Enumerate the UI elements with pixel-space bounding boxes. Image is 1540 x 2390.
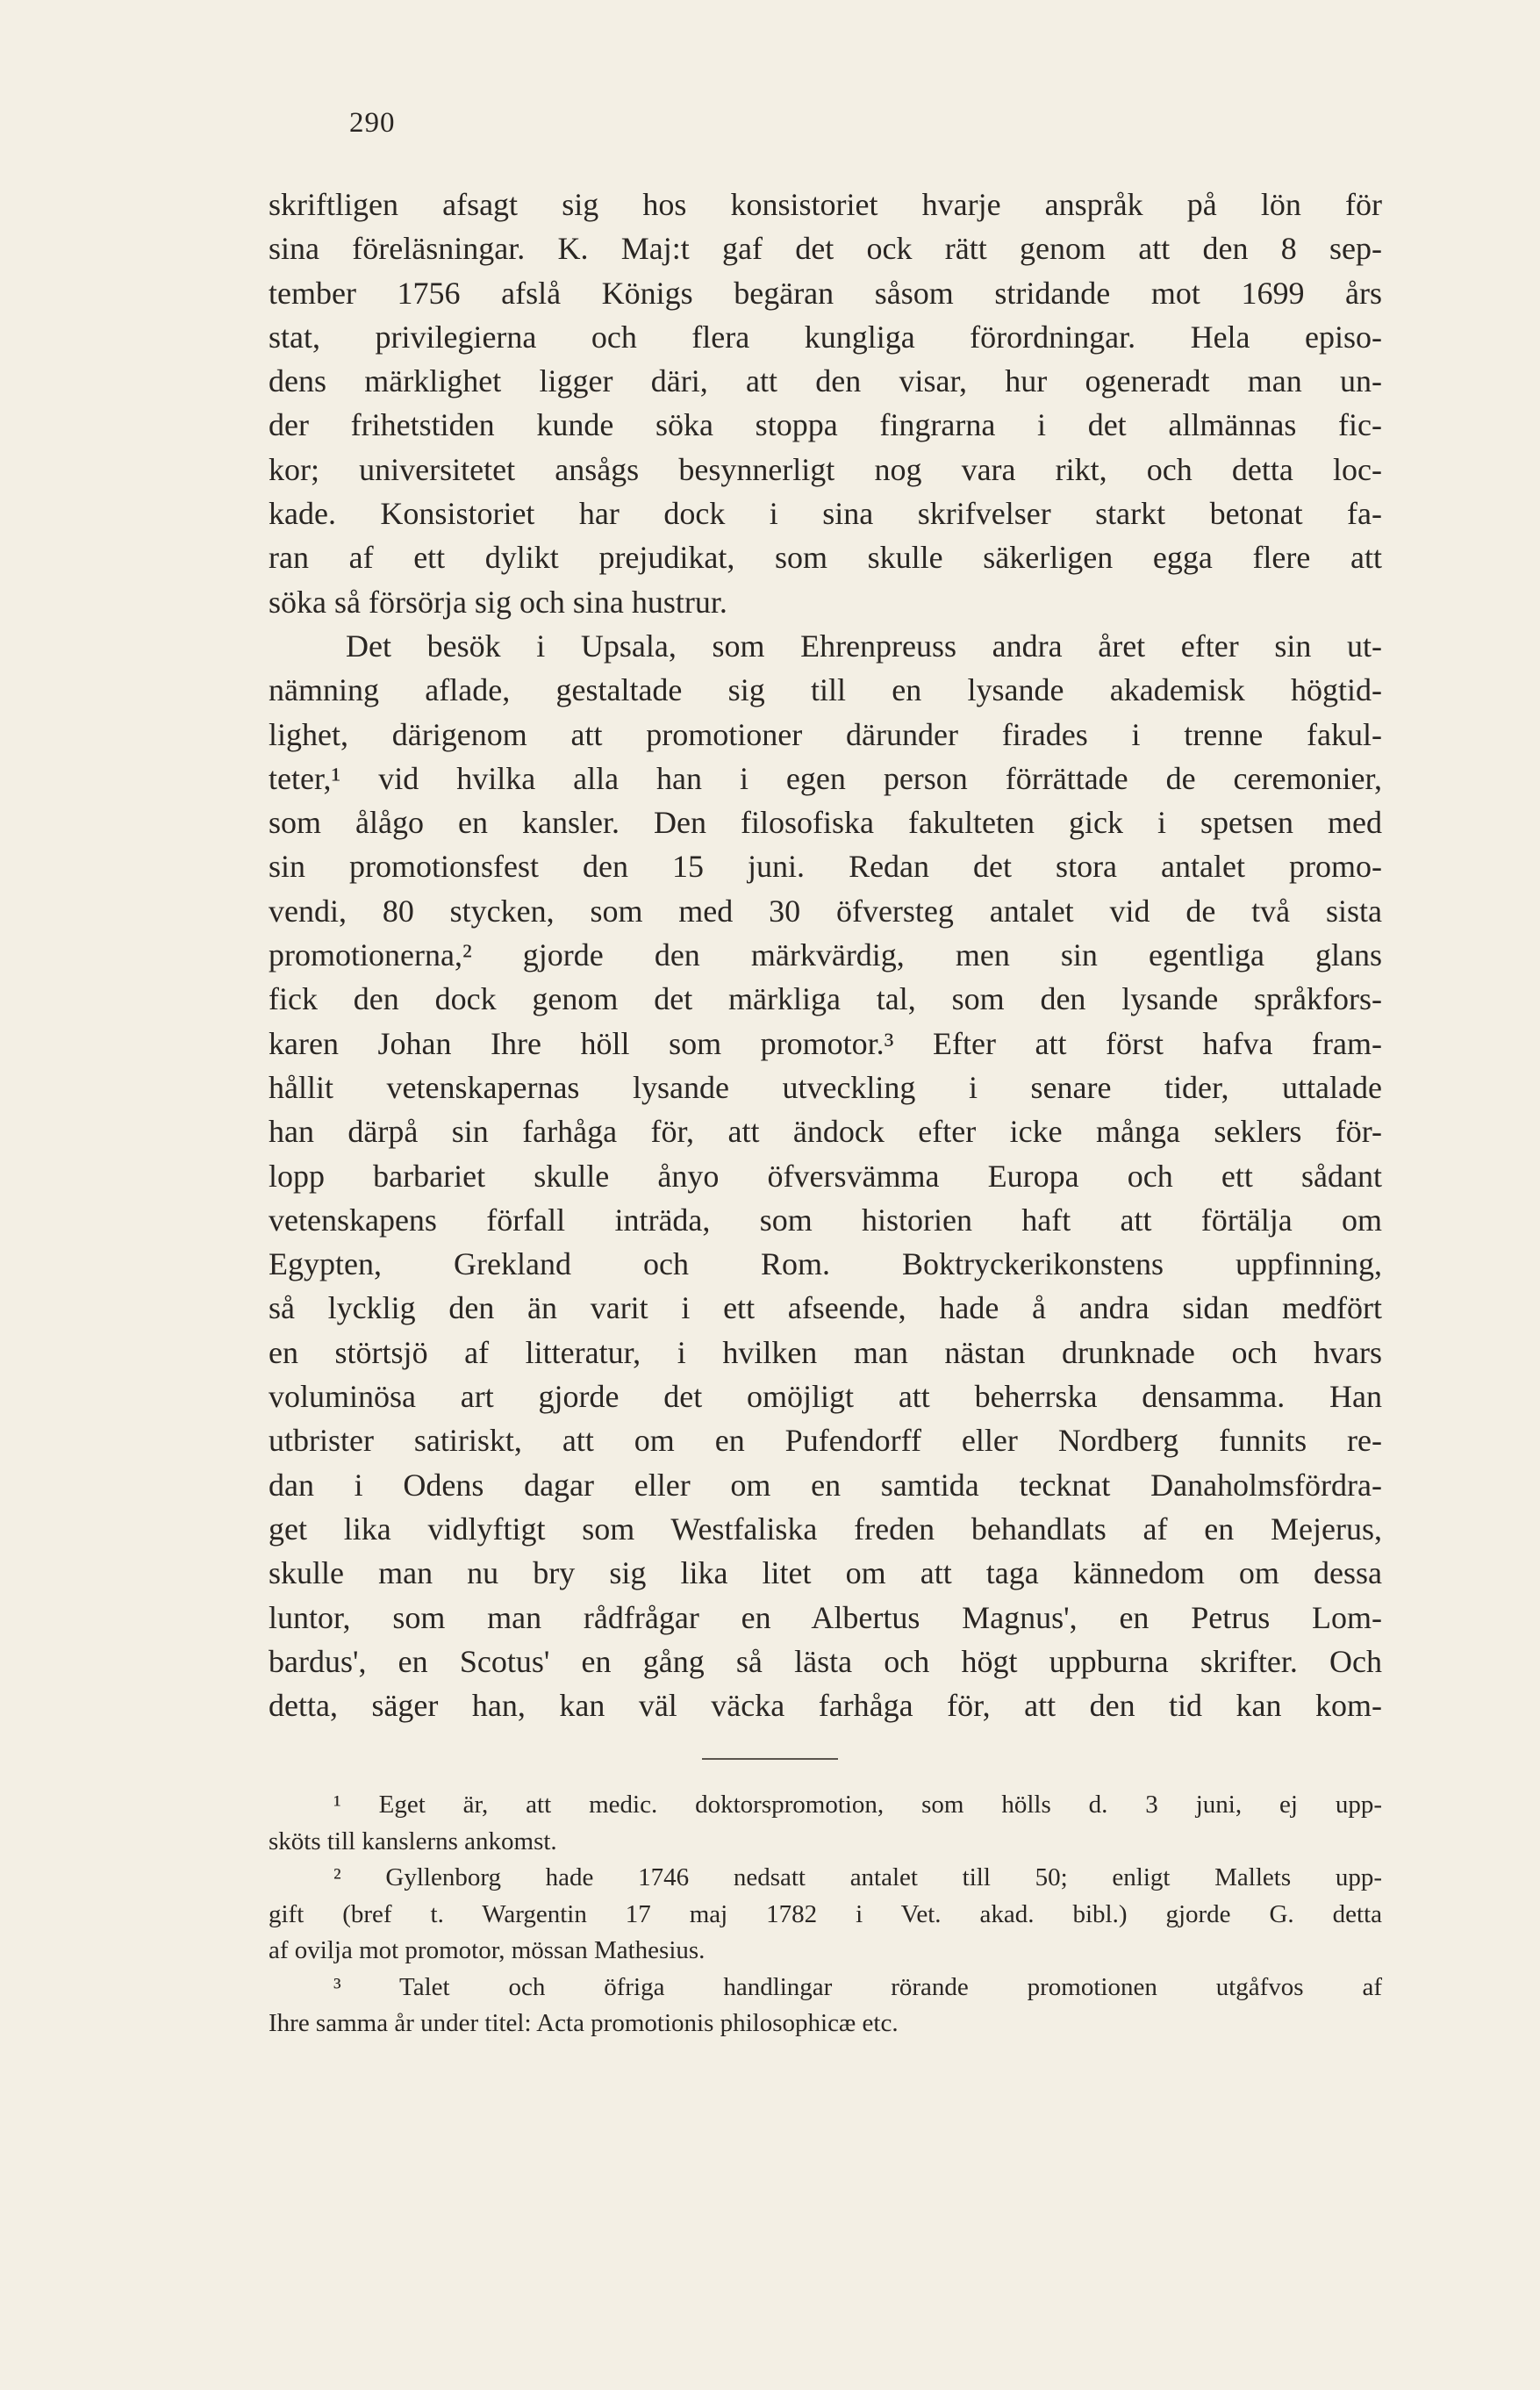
text-line: Det besök i Upsala, som Ehrenpreuss andra året efter sin ut- (346, 628, 1382, 664)
page-number: 290 (349, 107, 396, 139)
text-line: luntor, som man rådfrågar en Albertus Magnus', en Petrus Lom- (269, 1599, 1382, 1635)
text-line: promotionerna,² gjorde den märkvärdig, men sin egentliga glans (269, 937, 1382, 973)
text-line: teter,¹ vid hvilka alla han i egen person förrättade de ceremonier, (269, 760, 1382, 796)
body-text (269, 183, 1382, 1727)
text-line: skulle man nu bry sig lika litet om att taga kännedom om dessa (269, 1555, 1382, 1591)
text-line: en störtsjö af litteratur, i hvilken man nästan drunknade och hvars (269, 1334, 1382, 1370)
text-line: stat, privilegierna och flera kungliga förordningar. Hela episo- (269, 319, 1382, 355)
text-line: sina föreläsningar. K. Maj:t gaf det ock rätt genom att den 8 sep- (269, 231, 1382, 267)
text-line: kade. Konsistoriet har dock i sina skrifvelser starkt betonat fa- (269, 496, 1382, 532)
text-line: som ålågo en kansler. Den filosofiska fakulteten gick i spetsen med (269, 805, 1382, 841)
text-line: Egypten, Grekland och Rom. Boktryckerikonstens uppfinning, (269, 1246, 1382, 1282)
footnote-line: Ihre samma år under titel: Acta promotionis philosophicæ etc. (269, 2009, 899, 2037)
footnote-line: ¹ Eget är, att medic. doktorspromotion, som hölls d. 3 juni, ej upp- (333, 1791, 1382, 1819)
text-line: utbrister satiriskt, att om en Pufendorff eller Nordberg funnits re- (269, 1423, 1382, 1459)
text-line: tember 1756 afslå Königs begäran såsom stridande mot 1699 års (269, 275, 1382, 311)
text-line: söka så försörja sig och sina hustrur. (269, 584, 727, 620)
text-line: fick den dock genom det märkliga tal, som den lysande språkfors- (269, 981, 1382, 1017)
footnote-line: gift (bref t. Wargentin 17 maj 1782 i Vet. akad. bibl.) gjorde G. detta (269, 1899, 1382, 1928)
text-line: get lika vidlyftigt som Westfaliska freden behandlats af en Mejerus, (269, 1511, 1382, 1547)
text-line: så lycklig den än varit i ett afseende, hade å andra sidan medfört (269, 1290, 1382, 1326)
text-line: ran af ett dylikt prejudikat, som skulle säkerligen egga flere att (269, 540, 1382, 576)
text-line: lopp barbariet skulle ånyo öfversvämma Europa och ett sådant (269, 1158, 1382, 1194)
text-line: bardus', en Scotus' en gång så lästa och högt uppburna skrifter. Och (269, 1643, 1382, 1679)
footnotes (269, 1787, 1382, 2042)
text-line: skriftligen afsagt sig hos konsistoriet hvarje anspråk på lön för (269, 187, 1382, 222)
footnote-line: ³ Talet och öfriga handlingar rörande promotionen utgåfvos af (333, 1972, 1382, 2001)
text-line: sin promotionsfest den 15 juni. Redan det stora antalet promo- (269, 849, 1382, 885)
text-line: vetenskapens förfall inträda, som historien haft att förtälja om (269, 1202, 1382, 1238)
text-line: der frihetstiden kunde söka stoppa fingrarna i det allmännas fic- (269, 407, 1382, 443)
text-line: lighet, därigenom att promotioner därunder firades i trenne fakul- (269, 716, 1382, 752)
text-line: karen Johan Ihre höll som promotor.³ Efter att först hafva fram- (269, 1025, 1382, 1061)
footnote-line: ² Gyllenborg hade 1746 nedsatt antalet till 50; enligt Mallets upp- (333, 1863, 1382, 1891)
text-line: nämning aflade, gestaltade sig till en lysande akademisk högtid- (269, 672, 1382, 708)
text-line: detta, säger han, kan väl väcka farhåga för, att den tid kan kom- (269, 1688, 1382, 1724)
text-line: hållit vetenskapernas lysande utveckling i senare tider, uttalade (269, 1069, 1382, 1105)
footnote-line: af ovilja mot promotor, mössan Mathesius. (269, 1936, 706, 1964)
text-line: vendi, 80 stycken, som med 30 öfversteg antalet vid de två sista (269, 893, 1382, 929)
footnote-divider (702, 1758, 838, 1760)
footnote-line: sköts till kanslerns ankomst. (269, 1827, 557, 1855)
text-line: voluminösa art gjorde det omöjligt att beherrska densamma. Han (269, 1379, 1382, 1415)
text-line: dens märklighet ligger däri, att den visar, hur ogeneradt man un- (269, 363, 1382, 399)
text-line: kor; universitetet ansågs besynnerligt nog vara rikt, och detta loc- (269, 451, 1382, 487)
text-line: dan i Odens dagar eller om en samtida tecknat Danaholmsfördra- (269, 1467, 1382, 1503)
text-line: han därpå sin farhåga för, att ändock efter icke många seklers för- (269, 1114, 1382, 1150)
